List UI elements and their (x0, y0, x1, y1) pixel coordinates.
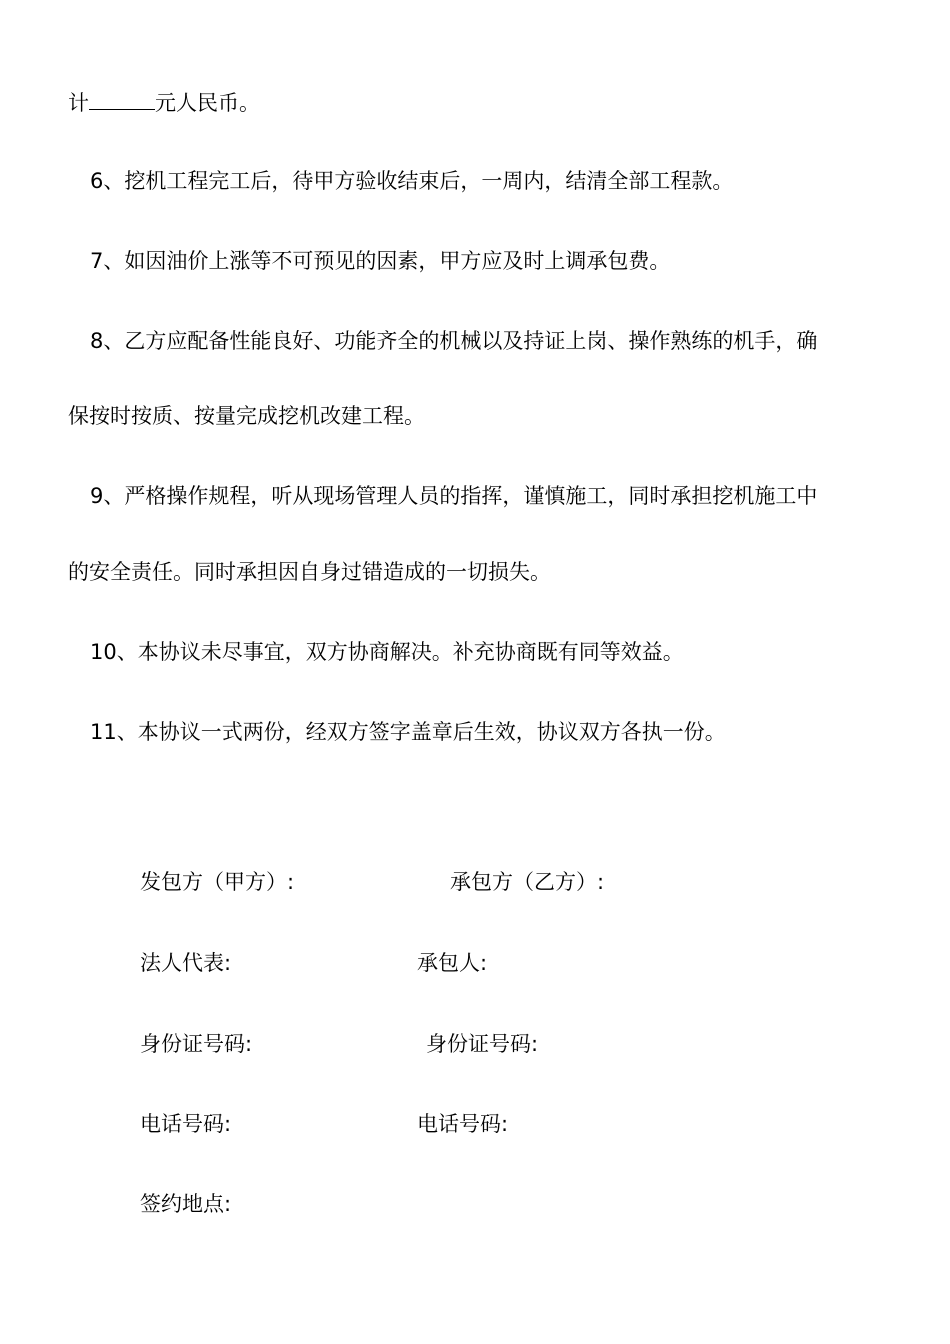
clause-7: 7、如因油价上涨等不可预见的因素，甲方应及时上调承包费。 (90, 249, 671, 273)
id-number-b-label: 身份证号码: (426, 1032, 539, 1056)
clause-11: 11、本协议一式两份，经双方签字盖章后生效，协议双方各执一份。 (90, 720, 726, 744)
clause-6: 6、挖机工程完工后，待甲方验收结束后，一周内，结清全部工程款。 (90, 169, 734, 193)
signing-location-label: 签约地点: (140, 1192, 232, 1216)
clause-8-line-2: 保按时按质、按量完成挖机改建工程。 (68, 404, 425, 428)
phone-a-label: 电话号码: (140, 1112, 232, 1136)
clause-5-tail (68, 91, 260, 114)
phone-b-label: 电话号码: (417, 1112, 509, 1136)
party-b-label: 承包方（乙方）: (450, 870, 605, 894)
amount-blank (89, 91, 155, 110)
clause-10: 10、本协议未尽事宜，双方协商解决。补充协商既有同等效益。 (90, 640, 684, 664)
clause-9-line-1: 9、严格操作规程，听从现场管理人员的指挥，谨慎施工，同时承担挖机施工中 (90, 484, 818, 508)
party-a-label: 发包方（甲方）: (140, 870, 295, 894)
id-number-a-label: 身份证号码: (140, 1032, 253, 1056)
legal-rep-label: 法人代表: (140, 951, 232, 975)
contractor-label: 承包人: (417, 951, 488, 975)
clause-8-line-1: 8、乙方应配备性能良好、功能齐全的机械以及持证上岗、操作熟练的机手，确 (90, 329, 818, 353)
clause-5-suffix: 元人民币。 (155, 91, 260, 115)
clause-9-line-2: 的安全责任。同时承担因自身过错造成的一切损失。 (68, 560, 551, 584)
clause-5-prefix: 计 (68, 91, 89, 115)
